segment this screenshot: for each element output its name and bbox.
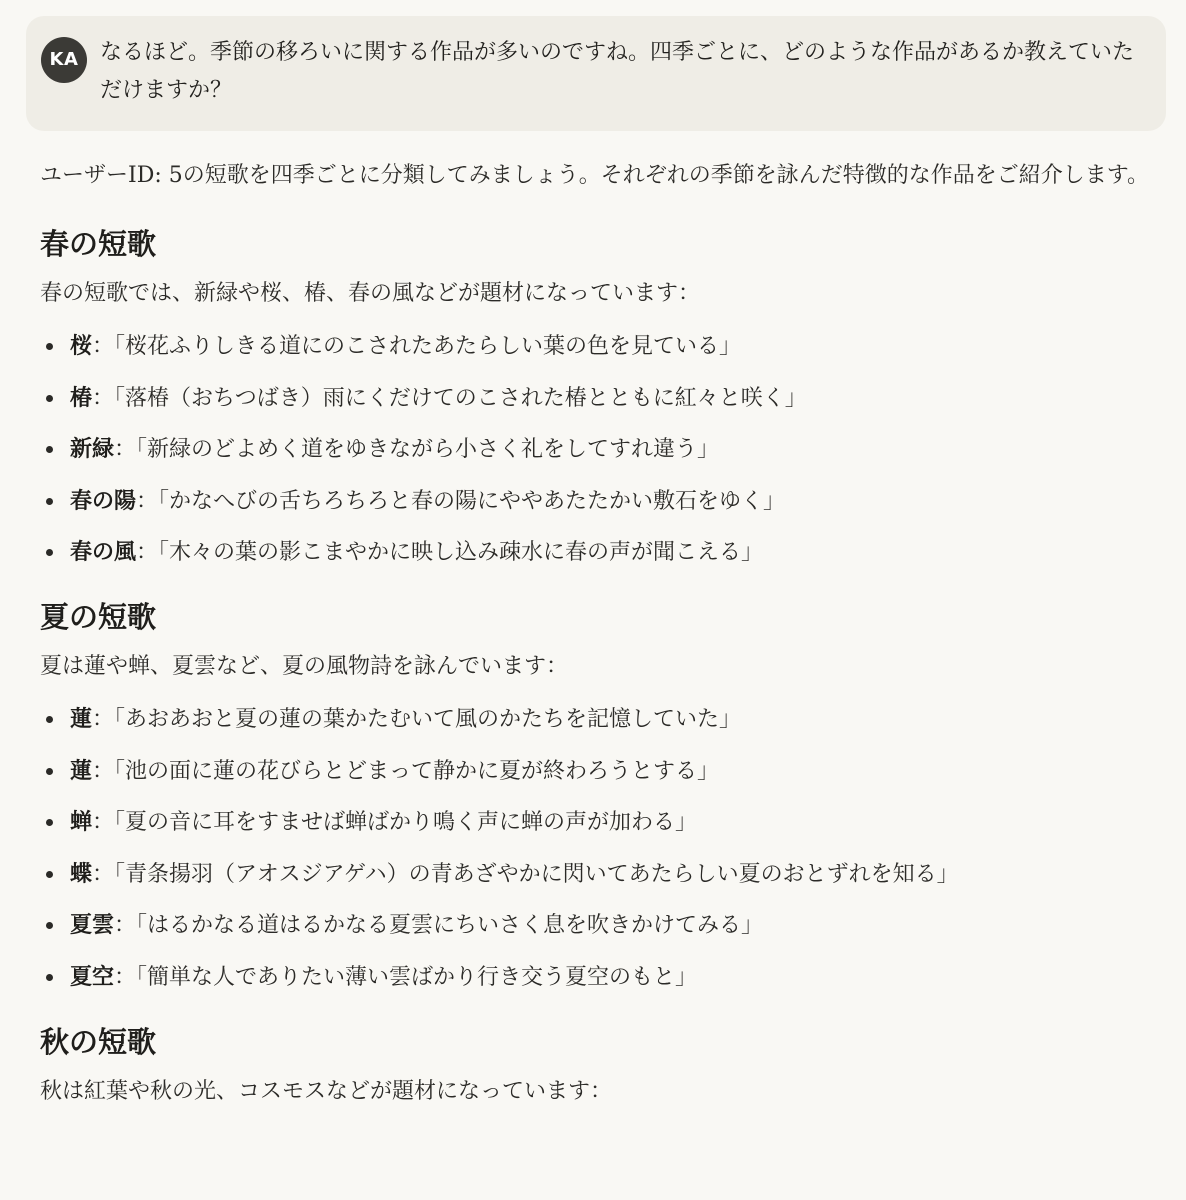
list-item <box>40 532 1150 572</box>
section-description-autumn: 秋は紅葉や秋の光、コスモスなどが題材になっています： <box>40 1078 613 1104</box>
item-text: ：「あおあおと夏の蓮の葉かたむいて風のかたちを記憶していた」 <box>92 707 742 732</box>
list-item <box>40 905 1150 945</box>
bullet-icon <box>46 871 53 878</box>
item-text: ：「夏の音に耳をすませば蝉ばかり鳴く声に蝉の声が加わる」 <box>92 810 698 835</box>
bullet-icon <box>46 395 53 402</box>
item-term: 椿 <box>70 384 93 411</box>
item-term: 夏雲 <box>70 912 115 938</box>
list-item <box>40 802 1150 842</box>
section-heading-autumn: 秋の短歌 <box>40 1024 157 1059</box>
user-avatar: KA <box>41 37 87 83</box>
bullet-icon <box>46 768 53 775</box>
section-description-summer: 夏は蓮や蝉、夏雲など、夏の風物詩を詠んでいます： <box>40 654 569 679</box>
list-item <box>40 854 1150 894</box>
tanka-list-summer <box>40 699 1150 997</box>
item-term: 新緑 <box>70 436 115 462</box>
item-term: 蓮 <box>70 706 93 732</box>
item-text: ：「新緑のどよめく道をゆきながら小さく礼をしてすれ違う」 <box>114 437 720 462</box>
list-item <box>40 751 1150 791</box>
list-item <box>40 481 1150 521</box>
user-message-bubble <box>26 16 1166 131</box>
list-item <box>40 957 1150 997</box>
bullet-icon <box>46 716 53 723</box>
item-term: 春の風 <box>70 539 137 565</box>
tanka-list-spring <box>40 326 1150 572</box>
item-term: 桜 <box>70 333 93 359</box>
item-term: 蝶 <box>70 860 93 887</box>
item-text: ：「木々の葉の影こまやかに映し込み疎水に春の声が聞こえる」 <box>136 540 764 565</box>
list-item <box>40 699 1150 739</box>
list-item <box>40 378 1150 418</box>
bullet-icon <box>46 549 53 556</box>
item-term: 蓮 <box>70 757 93 784</box>
list-item <box>40 326 1150 366</box>
item-text: ：「桜花ふりしきる道にのこされたあたらしい葉の色を見ている」 <box>92 334 742 359</box>
assistant-reply <box>40 156 1150 1112</box>
section-heading-spring: 春の短歌 <box>40 227 157 261</box>
section-heading-summer: 夏の短歌 <box>40 600 157 634</box>
bullet-icon <box>46 974 53 981</box>
list-item <box>40 429 1150 469</box>
item-text: ：「かなへびの舌ちろちろと春の陽にややあたたかい敷石をゆく」 <box>136 488 786 514</box>
bullet-icon <box>46 343 53 350</box>
item-text: ：「簡単な人でありたい薄い雲ばかり行き交う夏空のもと」 <box>114 964 698 990</box>
bullet-icon <box>46 446 53 453</box>
item-text: ：「はるかなる道はるかなる夏雲にちいさく息を吹きかけてみる」 <box>114 913 764 938</box>
bullet-icon <box>46 819 53 826</box>
bullet-icon <box>46 498 53 505</box>
item-text: ：「池の面に蓮の花びらとどまって静かに夏が終わろうとする」 <box>92 758 720 784</box>
section-description-spring: 春の短歌では、新緑や桜、椿、春の風などが題材になっています： <box>40 281 701 306</box>
item-text: ：「落椿（おちつばき）雨にくだけてのこされた椿とともに紅々と咲く」 <box>92 385 807 411</box>
user-message-text: なるほど。季節の移ろいに関する作品が多いのですね。四季ごとに、どのような作品があるか教えていただけますか？ <box>100 40 1135 103</box>
item-term: 蝉 <box>70 809 93 835</box>
bullet-icon <box>46 922 53 929</box>
item-term: 春の陽 <box>70 487 137 514</box>
reply-intro: ユーザーID: 5の短歌を四季ごとに分類してみましょう。それぞれの季節を詠んだ特徴的な作品をご紹介します。 <box>40 163 1149 188</box>
item-text: ：「青条揚羽（アオスジアゲハ）の青あざやかに閃いてあたらしい夏のおとずれを知る」 <box>92 861 959 887</box>
item-term: 夏空 <box>70 963 115 990</box>
